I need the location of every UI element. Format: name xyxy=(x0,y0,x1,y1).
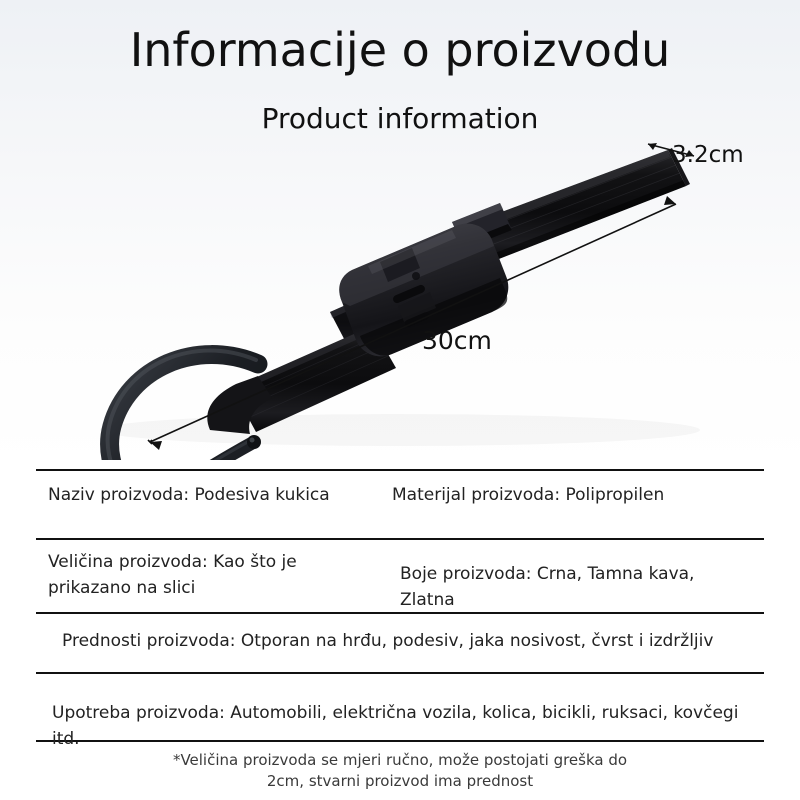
spec-product-name: Naziv proizvoda: Podesiva kukica xyxy=(48,485,330,505)
dimension-width-label: 3.2cm xyxy=(672,142,744,168)
spec-usage: Upotreba proizvoda: Automobili, električna vozila, kolica, bicikli, ruksaci, kovčegi itd. xyxy=(52,703,739,749)
table-rule-2 xyxy=(36,538,764,540)
dimension-length-label: 30cm xyxy=(422,326,492,355)
spec-advantages: Prednosti proizvoda: Otporan na hrđu, podesiv, jaka nosivost, čvrst i izdržljiv xyxy=(62,631,714,651)
spec-material: Materijal proizvoda: Polipropilen xyxy=(392,485,665,505)
footnote xyxy=(0,750,800,792)
page-title: Informacije o proizvodu xyxy=(129,23,671,77)
footnote-line-1: *Veličina proizvoda se mjeri ručno, može postojati greška do xyxy=(172,751,628,769)
spec-size: Veličina proizvoda: Kao što je prikazano na slici xyxy=(48,552,297,598)
table-rule-4 xyxy=(36,672,764,674)
dimension-overlay xyxy=(0,130,800,460)
page-subtitle: Product information xyxy=(261,102,539,135)
footnote-line-2: 2cm, stvarni proizvod ima prednost xyxy=(266,772,534,790)
spec-colors: Boje proizvoda: Crna, Tamna kava, Zlatna xyxy=(400,564,695,610)
product-image xyxy=(0,130,800,460)
table-rule-1 xyxy=(36,469,764,471)
